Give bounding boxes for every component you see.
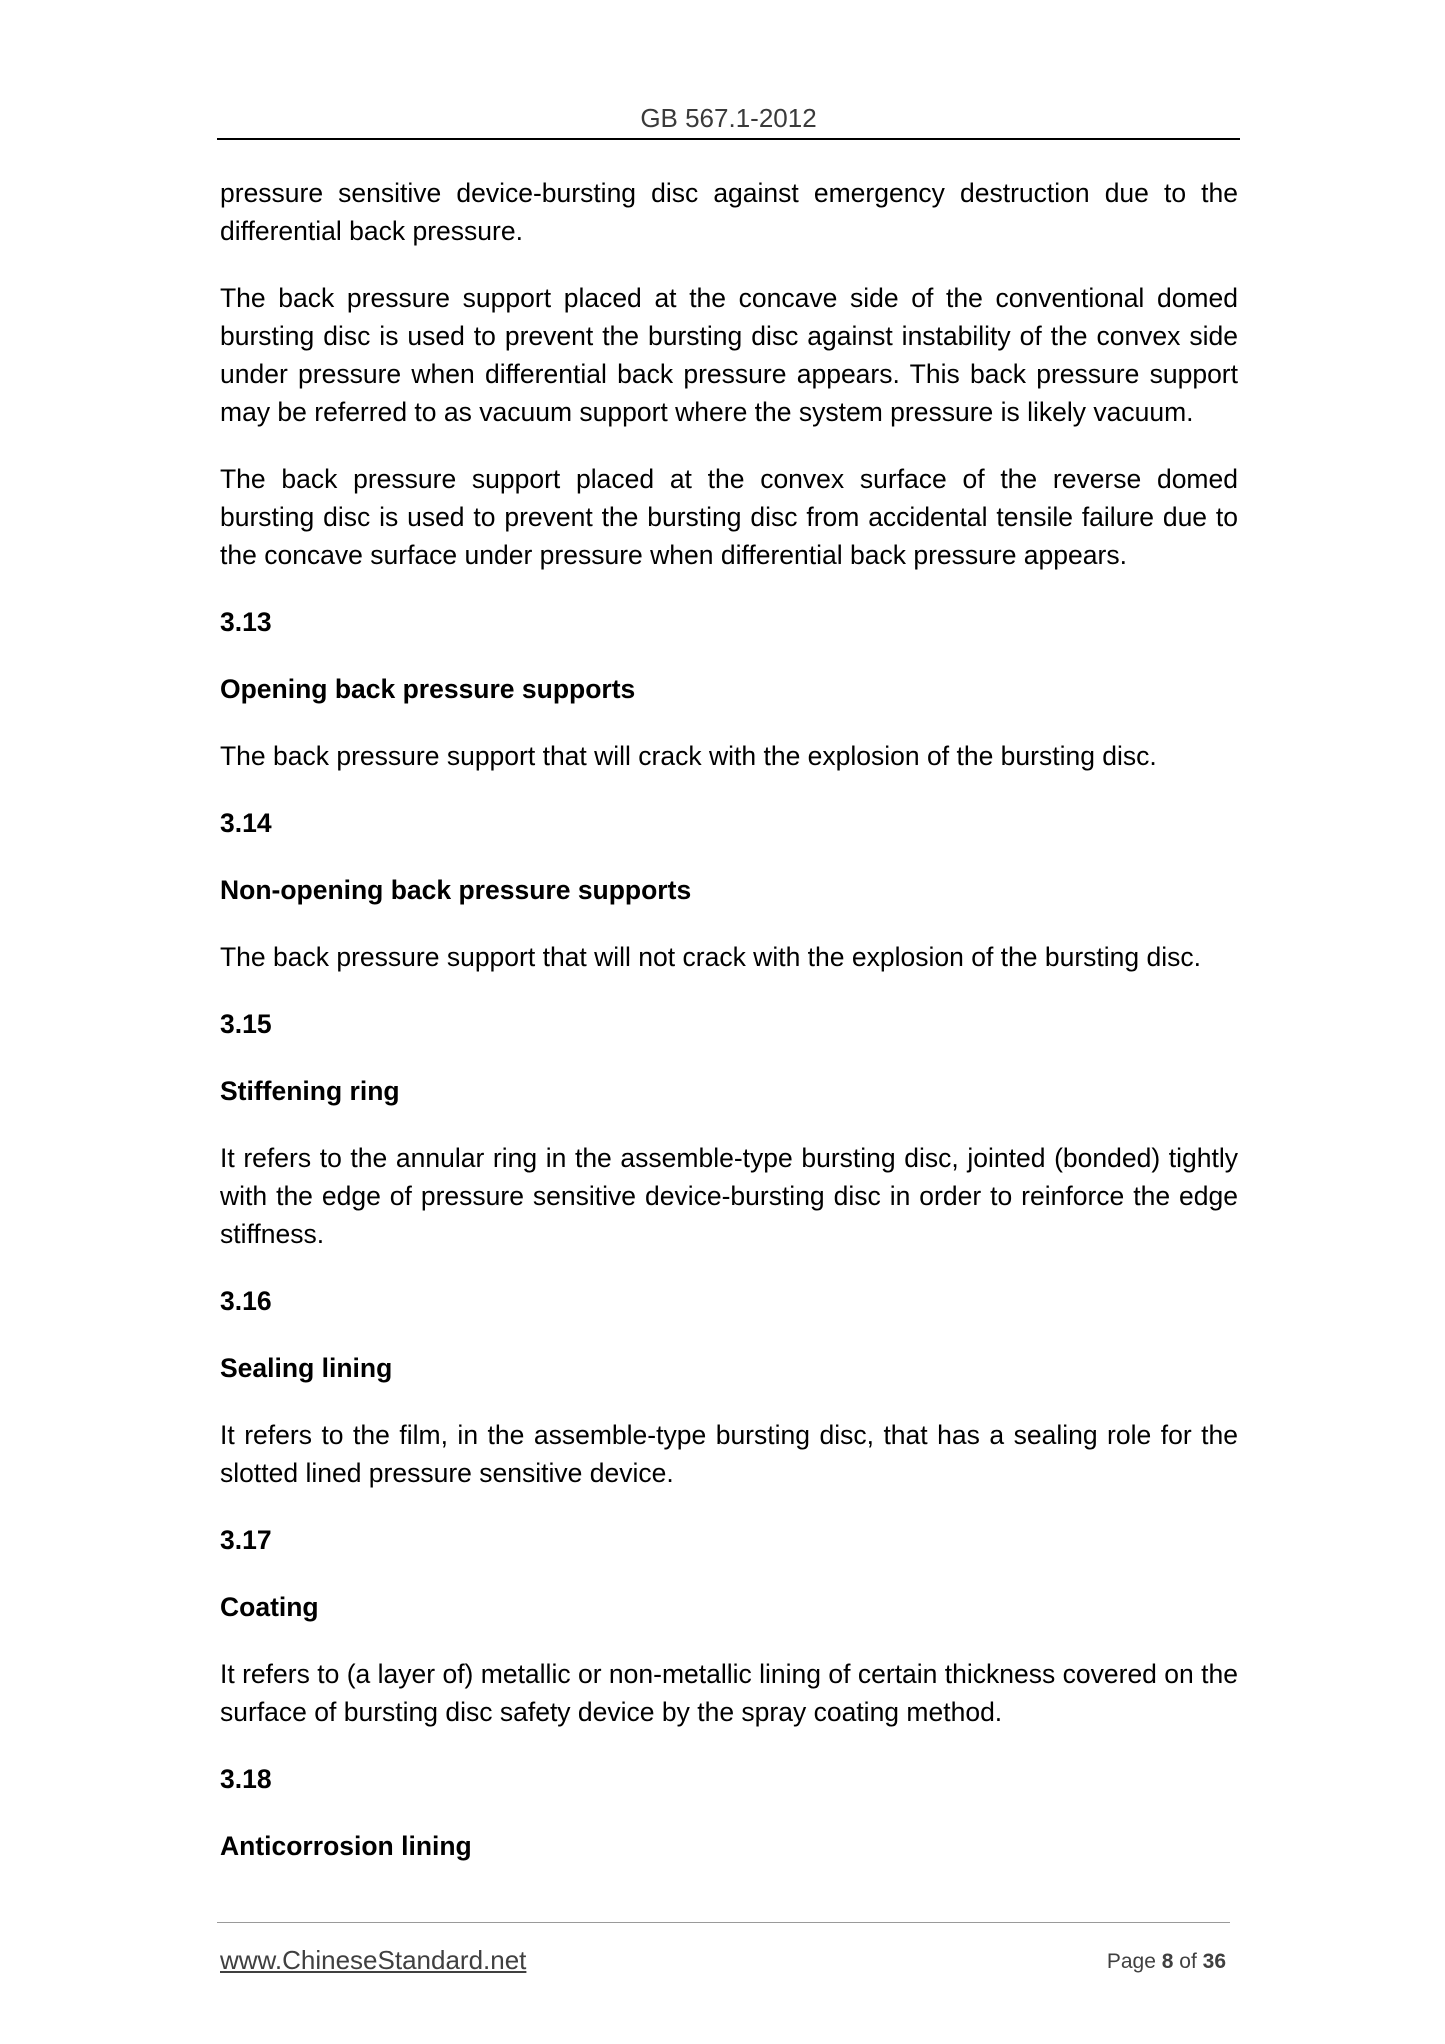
term-heading: Sealing lining	[220, 1353, 393, 1383]
page-prefix: Page	[1106, 1950, 1156, 1973]
page-of: of	[1179, 1950, 1197, 1973]
paragraph: It refers to (a layer of) metallic or non-metallic lining of certain thickness covered on the surface of bursting disc safety device by the spray coating method.	[220, 1659, 1238, 1727]
website-link[interactable]: www.ChineseStandard.net	[220, 1945, 527, 1975]
paragraph: The back pressure support placed at the concave side of the conventional domed bursting disc is used to prevent the bursting disc against instability of the convex side under pressure when differential back pressure appears. This back pressure support may be referred to as vacuum support where the system pressure is likely vacuum.	[220, 283, 1238, 427]
clause-number: 3.18	[220, 1764, 272, 1794]
term-heading: Non-opening back pressure supports	[220, 875, 692, 905]
term-heading: Opening back pressure supports	[220, 674, 636, 704]
document-code: GB 567.1-2012	[640, 103, 817, 133]
term-heading: Anticorrosion lining	[220, 1831, 472, 1861]
clause-number: 3.15	[220, 1009, 272, 1039]
paragraph: pressure sensitive device-bursting disc against emergency destruction due to the differential back pressure.	[220, 178, 1238, 246]
term-heading: Stiffening ring	[220, 1076, 400, 1106]
footer-divider	[217, 1922, 1230, 1923]
paragraph: It refers to the film, in the assemble-type bursting disc, that has a sealing role for the slotted lined pressure sensitive device.	[220, 1420, 1238, 1488]
paragraph: The back pressure support that will crack with the explosion of the bursting disc.	[220, 741, 1157, 771]
paragraph: The back pressure support that will not crack with the explosion of the bursting disc.	[220, 942, 1201, 972]
clause-number: 3.14	[220, 808, 272, 838]
page-number	[1107, 1948, 1226, 1976]
document-body	[220, 174, 1238, 1894]
term-heading: Coating	[220, 1592, 319, 1622]
clause-number: 3.17	[220, 1525, 272, 1555]
clause-number: 3.13	[220, 607, 272, 637]
page-total: 36	[1202, 1950, 1226, 1973]
page-current: 8	[1161, 1950, 1174, 1973]
paragraph: The back pressure support placed at the convex surface of the reverse domed bursting disc is used to prevent the bursting disc from accidental tensile failure due to the concave surface under pressure when differential back pressure appears.	[220, 464, 1238, 570]
clause-number: 3.16	[220, 1286, 272, 1316]
paragraph: It refers to the annular ring in the assemble-type bursting disc, jointed (bonded) tightly with the edge of pressure sensitive device-bursting disc in order to reinforce the edge stiffness.	[220, 1143, 1238, 1249]
page-header	[217, 102, 1240, 140]
